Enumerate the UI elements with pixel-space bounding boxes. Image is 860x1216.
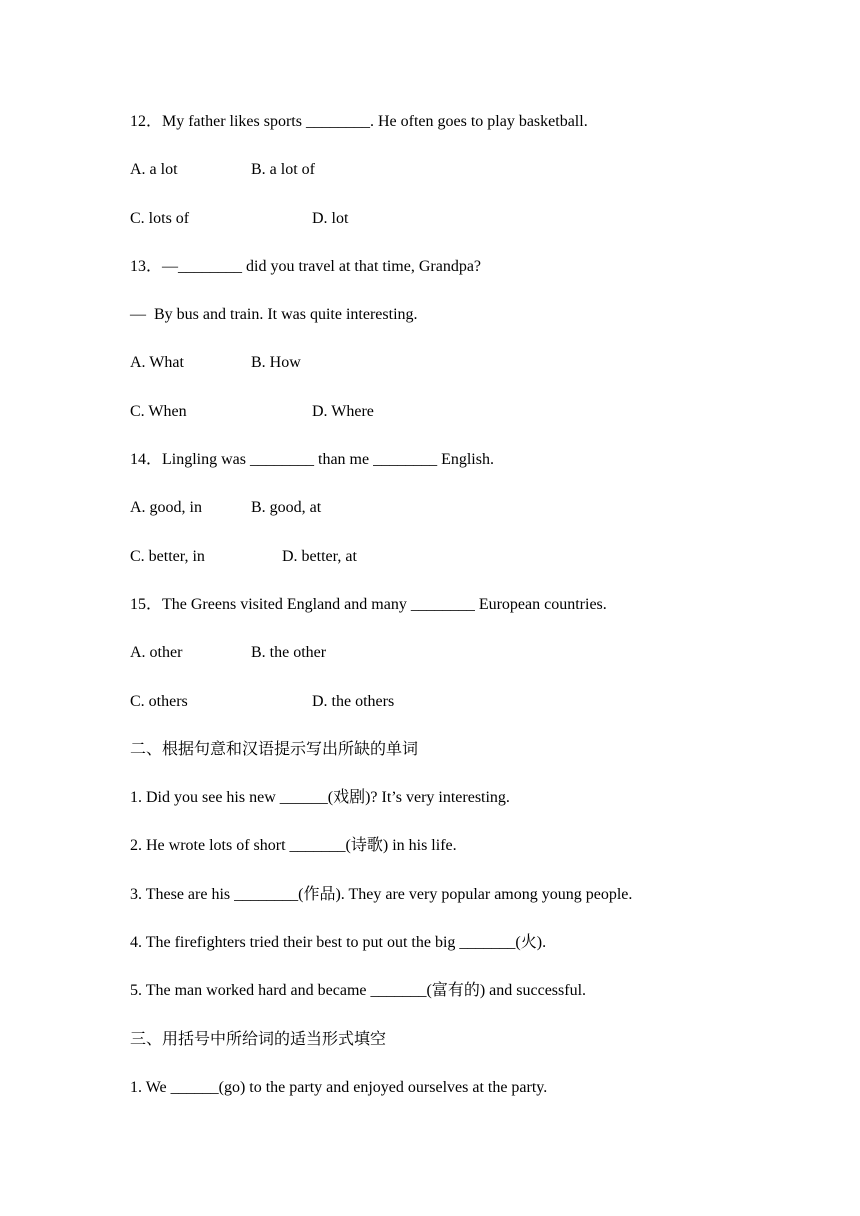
question-13-options-row-2 bbox=[130, 402, 830, 450]
option-d: D. the others bbox=[312, 692, 395, 710]
option-d: D. Where bbox=[312, 402, 374, 420]
question-13-stem: 13．—________ did you travel at that time, Grandpa? bbox=[130, 257, 482, 275]
question-13-reply: — By bus and train. It was quite interesting. bbox=[130, 306, 418, 324]
option-c: C. When bbox=[130, 402, 187, 420]
section-2-item-5: 5. The man worked hard and became _______(富有的) and successful. bbox=[130, 982, 587, 1000]
option-c: C. lots of bbox=[130, 209, 190, 227]
option-b: B. a lot of bbox=[251, 161, 315, 179]
option-a: A. good, in bbox=[130, 499, 202, 517]
option-b: B. How bbox=[251, 354, 301, 372]
option-c: C. better, in bbox=[130, 547, 205, 565]
question-12-options-row-1 bbox=[130, 160, 830, 208]
question-15-stem: 15．The Greens visited England and many ________ European countries. bbox=[130, 595, 607, 613]
question-14-options-row-1 bbox=[130, 498, 830, 546]
section-3-item-1: 1. We ______(go) to the party and enjoyed ourselves at the party. bbox=[130, 1078, 548, 1096]
section-2-item-1: 1. Did you see his new ______(戏剧)? It’s very interesting. bbox=[130, 789, 510, 807]
question-12-stem: 12．My father likes sports ________. He often goes to play basketball. bbox=[130, 113, 588, 130]
section-2-heading: 二、根据句意和汉语提示写出所缺的单词 bbox=[130, 740, 419, 758]
option-c: C. others bbox=[130, 692, 188, 710]
section-2-item-2: 2. He wrote lots of short _______(诗歌) in his life. bbox=[130, 837, 457, 855]
option-a: A. a lot bbox=[130, 161, 178, 179]
option-a: A. What bbox=[130, 354, 184, 372]
question-15-options-row-2 bbox=[130, 692, 830, 740]
question-13-options-row-1 bbox=[130, 353, 830, 401]
section-2-item-4: 4. The firefighters tried their best to put out the big _______(火). bbox=[130, 934, 547, 952]
section-3-heading: 三、用括号中所给词的适当形式填空 bbox=[130, 1030, 387, 1048]
section-2-item-3: 3. These are his ________(作品). They are very popular among young people. bbox=[130, 885, 633, 903]
option-b: B. good, at bbox=[251, 499, 322, 517]
question-14-options-row-2 bbox=[130, 547, 830, 595]
question-15-options-row-1 bbox=[130, 643, 830, 691]
option-d: D. lot bbox=[312, 209, 349, 227]
question-14-stem: 14．Lingling was ________ than me ________ English. bbox=[130, 451, 494, 469]
question-12-options-row-2 bbox=[130, 209, 830, 257]
worksheet-page bbox=[130, 112, 830, 1126]
option-a: A. other bbox=[130, 644, 183, 662]
option-b: B. the other bbox=[251, 644, 327, 662]
option-d: D. better, at bbox=[282, 547, 357, 565]
